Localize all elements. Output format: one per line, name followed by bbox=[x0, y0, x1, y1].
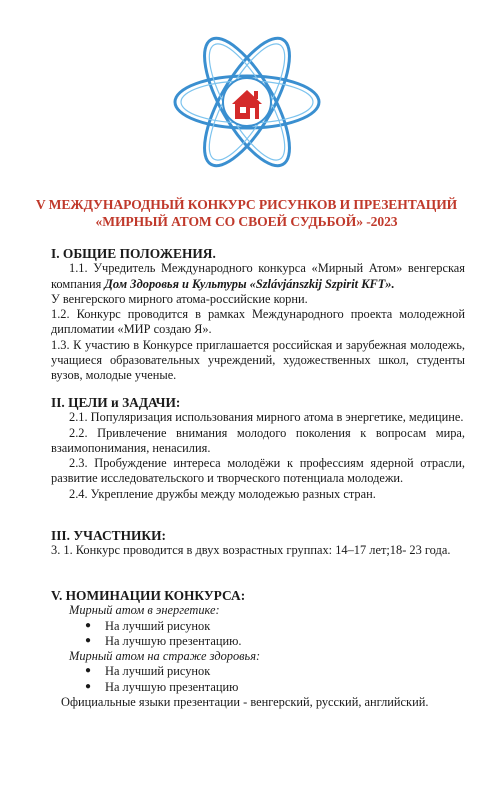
paragraph-2-1: 2.1. Популяризация использования мирного атома в энергетике, медицине. bbox=[69, 410, 464, 425]
category-energy: Мирный атом в энергетике: bbox=[69, 603, 220, 618]
list-item: ● На лучшую презентацию bbox=[83, 680, 465, 695]
list-item: ● На лучший рисунок bbox=[83, 664, 465, 679]
paragraph-1-3: 1.3. К участию в Конкурсе приглашается российская и зарубежная молодежь, учащиеся образовательных учреждений, художественных школ, студенты вузов, молодые ученые. bbox=[51, 337, 465, 383]
paragraph-2-4: 2.4. Укрепление дружбы между молодежью разных стран. bbox=[69, 486, 376, 501]
category-energy-list bbox=[83, 619, 465, 650]
list-item: ● На лучший рисунок bbox=[83, 619, 465, 634]
section-nominations bbox=[51, 588, 465, 710]
section-heading: I. ОБЩИЕ ПОЛОЖЕНИЯ. bbox=[51, 246, 216, 261]
paragraph-1-2: 1.2. Конкурс проводится в рамках Международного проекта молодежной дипломатии «МИР создаю Я». bbox=[51, 307, 465, 337]
paragraph-3-1: 3. 1. Конкурс проводится в двух возрастных группах: 14–17 лет;18- 23 года. bbox=[51, 543, 451, 558]
section-participants bbox=[51, 528, 465, 559]
paragraph-roots: У венгерского мирного атома-российские корни. bbox=[51, 291, 308, 306]
paragraph-2-2: 2.2. Привлечение внимания молодого поколения к вопросам мира, взаимопонимания, ненасилия. bbox=[51, 425, 465, 455]
languages-note: Официальные языки презентации - венгерский, русский, английский. bbox=[61, 695, 429, 710]
paragraph-2-3: 2.3. Пробуждение интереса молодёжи к профессиям ядерной отрасли, развитие исследовательского и творческого потенциала молодежи. bbox=[51, 456, 465, 486]
category-health: Мирный атом на страже здоровья: bbox=[69, 649, 261, 664]
paragraph-1-1: 1.1. Учредитель Международного конкурса «Мирный Атом» венгерская компания Дом Здоровья и Культуры «Szlávjánszkij Szpirit KFT». bbox=[51, 261, 465, 291]
section-general bbox=[51, 246, 465, 384]
section-goals bbox=[51, 395, 465, 502]
contest-title: V МЕЖДУНАРОДНЫЙ КОНКУРС РИСУНКОВ И ПРЕЗЕНТАЦИЙ bbox=[35, 197, 458, 212]
contest-subtitle: «МИРНЫЙ АТОМ СО СВОЕЙ СУДЬБОЙ» -2023 bbox=[95, 214, 398, 229]
section-heading: II. ЦЕЛИ и ЗАДАЧИ: bbox=[51, 395, 181, 410]
section-heading: V. НОМИНАЦИИ КОНКУРСА: bbox=[51, 588, 246, 603]
section-heading: III. УЧАСТНИКИ: bbox=[51, 528, 167, 543]
list-item: ● На лучшую презентацию. bbox=[83, 634, 465, 649]
category-health-list bbox=[83, 664, 465, 695]
atom-house-logo-icon bbox=[172, 22, 322, 182]
